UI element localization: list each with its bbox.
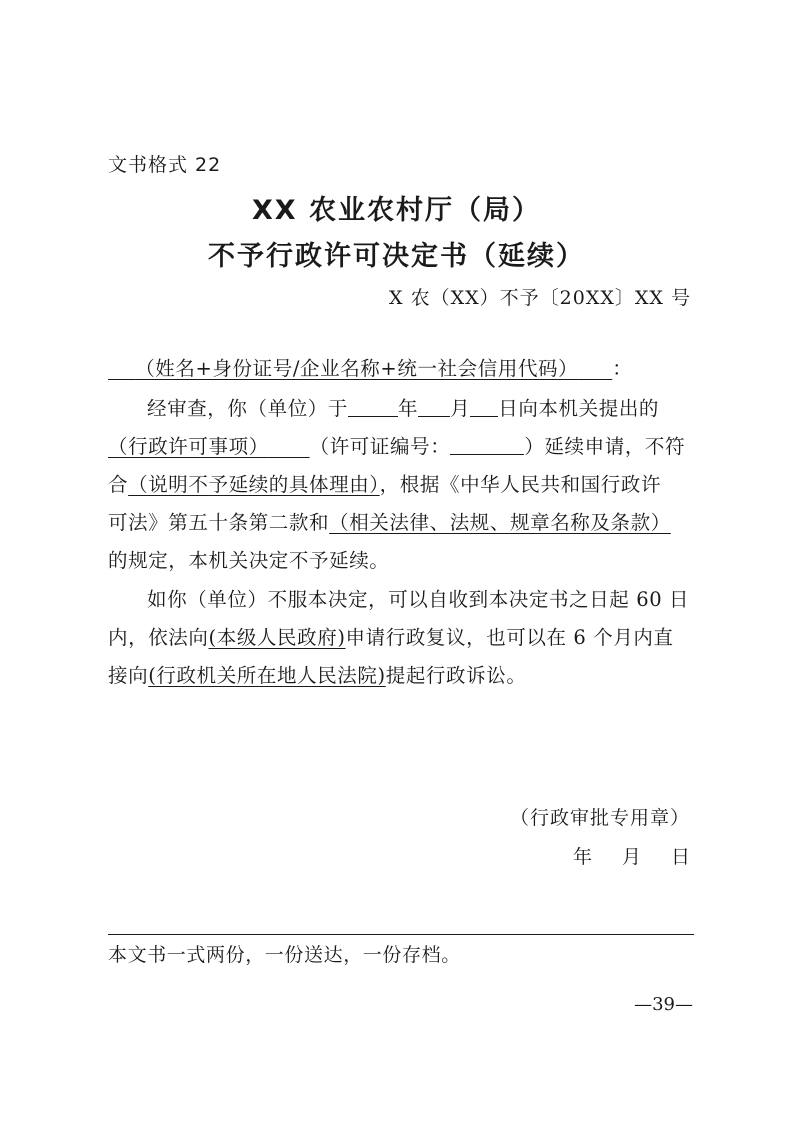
paragraph2-line1: 如你（单位）不服本决定，可以自收到本决定书之日起 60 日 xyxy=(147,588,690,611)
paragraph1-line3: 合（说明不予延续的具体理由），根据《中华人民共和国行政许 xyxy=(108,473,662,496)
document-title-line2: 不予行政许可决定书（延续） xyxy=(208,241,585,272)
addressee-colon: ： xyxy=(612,357,633,380)
day-blank xyxy=(470,398,498,417)
permit-item-field: （行政许可事项） xyxy=(108,435,269,458)
signature-date: 年 月 日 xyxy=(572,846,690,868)
paragraph1-line4: 可法》第五十条第二款和（相关法律、法规、规章名称及条款） xyxy=(108,511,671,534)
month-blank xyxy=(418,398,450,417)
addressee-field: （姓名+身份证号/企业名称+统一社会信用代码） xyxy=(135,357,579,380)
paragraph2-line3: 接向(行政机关所在地人民法院)提起行政诉讼。 xyxy=(108,664,527,687)
refusal-reason-field: （说明不予延续的具体理由） xyxy=(128,473,380,496)
footer-divider xyxy=(108,934,694,935)
paragraph1-line5: 的规定，本机关决定不予延续。 xyxy=(108,549,390,572)
court-field: (行政机关所在地人民法院) xyxy=(148,664,386,687)
paragraph1-line1: 经审查，你（单位）于 年 月 日向本机关提出的 xyxy=(147,397,660,420)
document-number: X 农（XX）不予〔20XX〕XX 号 xyxy=(389,287,691,309)
government-field: (本级人民政府) xyxy=(208,626,346,649)
year-blank xyxy=(348,398,398,417)
footer-note: 本文书一式两份，一份送达，一份存档。 xyxy=(108,944,461,966)
seal-label: （行政审批专用章） xyxy=(509,807,690,829)
law-reference-field: （相关法律、法规、规章名称及条款） xyxy=(329,511,671,534)
addressee-line xyxy=(108,353,693,381)
permit-number-blank xyxy=(450,436,524,455)
page-number: —39— xyxy=(634,994,693,1015)
paragraph2-line2: 内，依法向(本级人民政府)申请行政复议，也可以在 6 个月内直 xyxy=(108,626,674,649)
format-label: 文书格式 22 xyxy=(108,154,222,176)
paragraph1-line2: （行政许可事项） （许可证编号： ）延续申请，不符 xyxy=(108,435,686,458)
document-title-line1: XX 农业农村厅（局） xyxy=(251,195,542,226)
